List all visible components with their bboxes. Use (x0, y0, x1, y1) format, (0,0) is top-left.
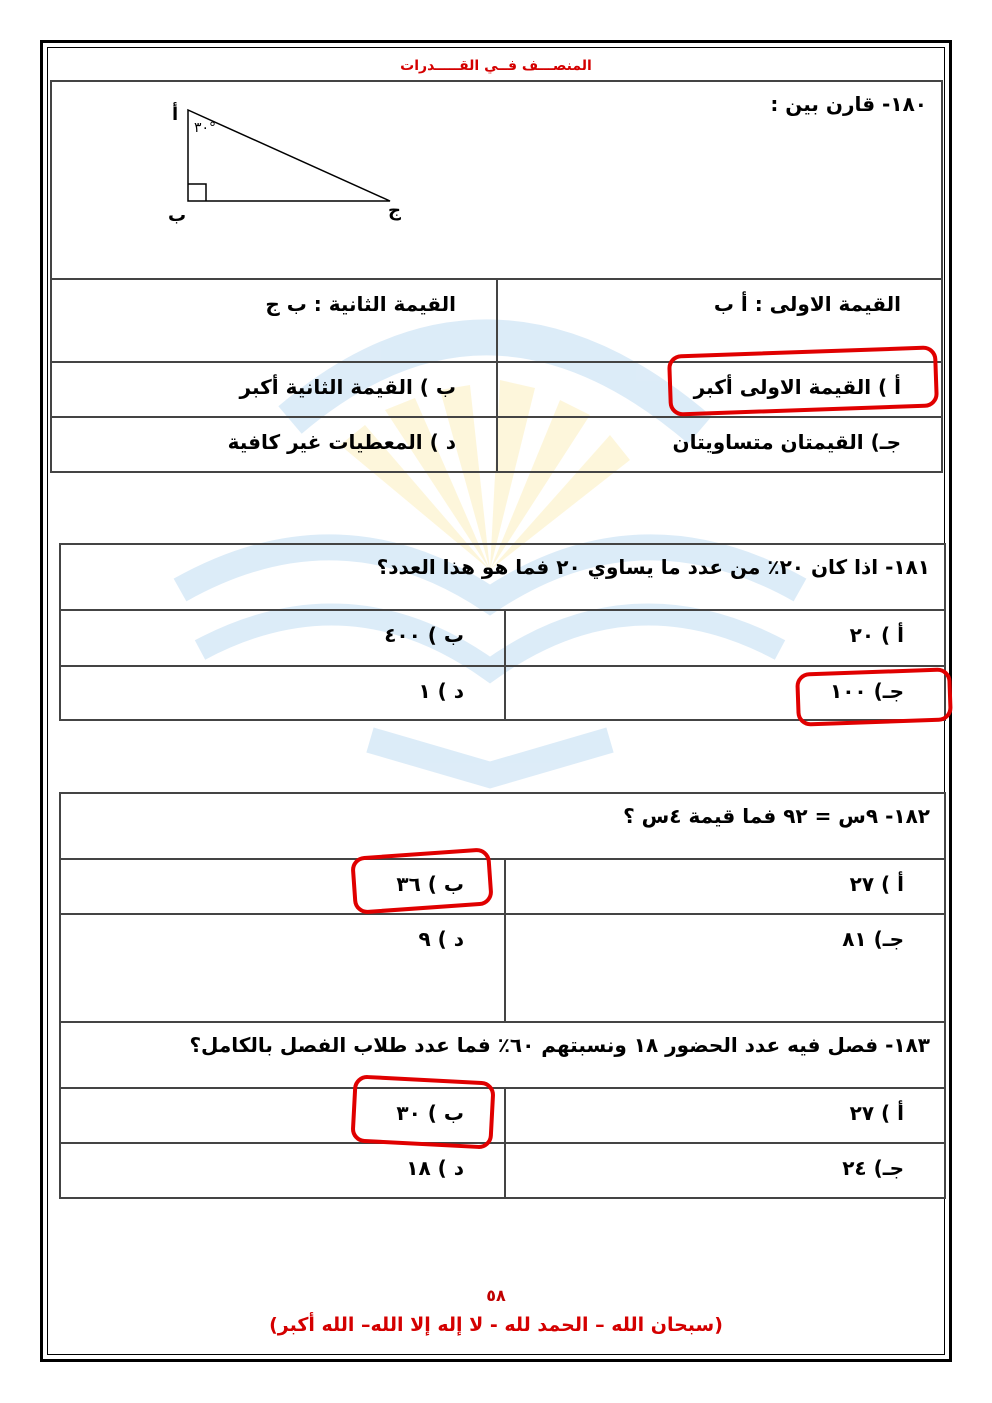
q182-answer-circle (350, 847, 494, 915)
footer-dhikr: (سبحان الله – الحمد لله - لا إله إلا الله– الله أكبر) (269, 1314, 723, 1336)
page-number: ٥٨ (486, 1286, 506, 1305)
q180-value2-cell (51, 279, 497, 362)
q182-option-a[interactable]: أ ) ٢٧ (505, 859, 945, 914)
question-183-cell (60, 1022, 945, 1088)
q180-option-a[interactable]: أ ) القيمة الاولى أكبر (497, 362, 942, 417)
question-180-text: ١٨٠- قارن بين : (770, 92, 927, 116)
question-183-text: ١٨٣- فصل فيه عدد الحضور ١٨ ونسبتهم ٦٠٪ فما عدد طلاب الفصل بالكامل؟ (189, 1033, 930, 1057)
q180-option-d[interactable]: د ) المعطيات غير كافية (51, 417, 497, 472)
q180-answer-circle (667, 345, 939, 416)
q181-option-b[interactable]: ب ) ٤٠٠ (60, 610, 505, 666)
q181-option-a[interactable]: أ ) ٢٠ (505, 610, 945, 666)
q181-option-c[interactable]: جـ) ١٠٠ (505, 666, 945, 720)
q180-option-b[interactable]: ب ) القيمة الثانية أكبر (51, 362, 497, 417)
q183-answer-circle (350, 1074, 495, 1149)
question-181-text: ١٨١- اذا كان ٢٠٪ من عدد ما يساوي ٢٠ فما هو هذا العدد؟ (376, 555, 930, 579)
question-181-cell (60, 544, 945, 610)
q182-option-d[interactable]: د ) ٩ (60, 914, 505, 1022)
q183-option-b[interactable]: ب ) ٣٠ (60, 1088, 505, 1143)
q180-value1: القيمة الاولى : أ ب (713, 292, 901, 316)
question-182-cell (60, 793, 945, 859)
q180-value2: القيمة الثانية : ب ج (265, 292, 456, 316)
q181-answer-circle (795, 667, 953, 726)
q183-option-d[interactable]: د ) ١٨ (60, 1143, 505, 1198)
triangle-vertex-a: أ (172, 104, 179, 125)
q183-option-c[interactable]: جـ) ٢٤ (505, 1143, 945, 1198)
triangle-angle-label: ٣٠° (194, 120, 217, 136)
q181-option-d[interactable]: د ) ١ (60, 666, 505, 720)
triangle-vertex-b: ب (168, 205, 187, 226)
page-header: المنصـــف فــي القـــــدرات (400, 58, 592, 74)
triangle-vertex-c: ج (388, 200, 401, 221)
q180-option-c[interactable]: جـ) القيمتان متساويتان (497, 417, 942, 472)
q182-option-c[interactable]: جـ) ٨١ (505, 914, 945, 1022)
question-182-text: ١٨٢- ٩س = ٩٢ فما قيمة ٤س ؟ (623, 804, 930, 828)
q183-option-a[interactable]: أ ) ٢٧ (505, 1088, 945, 1143)
question-182-183-table (59, 792, 946, 1199)
q182-option-b[interactable]: ب ) ٣٦ (60, 859, 505, 914)
